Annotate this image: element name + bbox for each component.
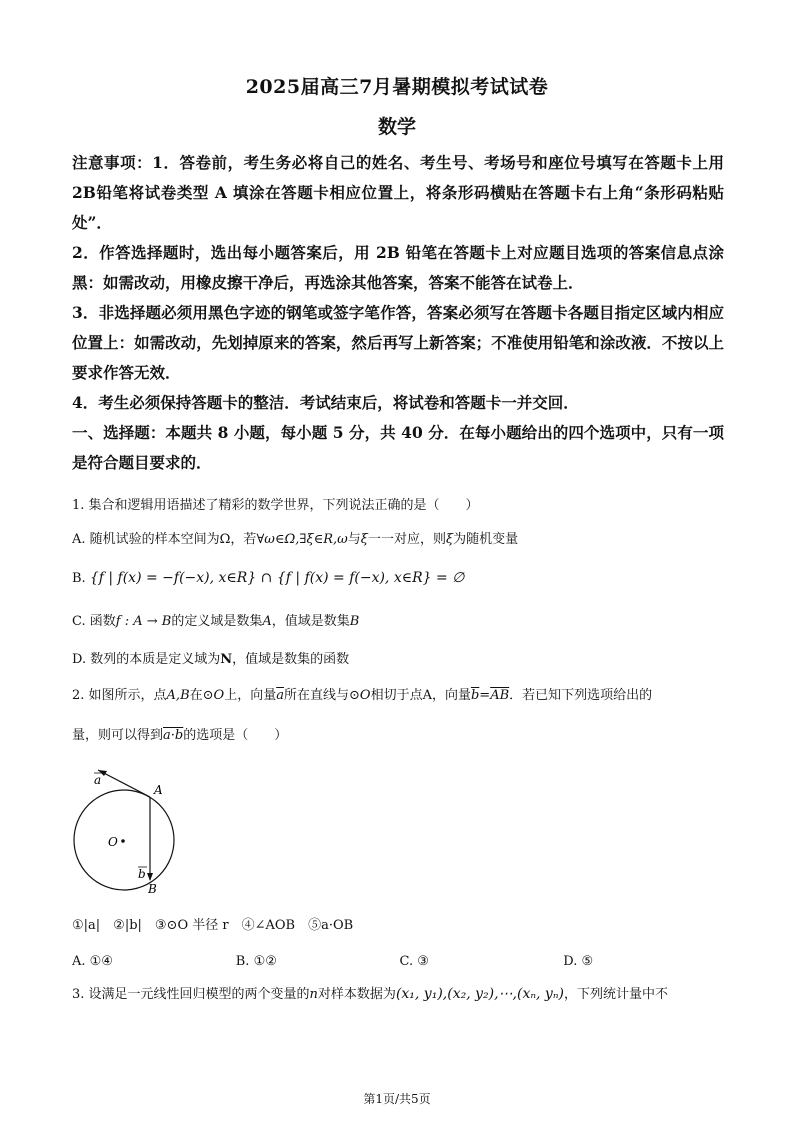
question-2-option-d: D. ⑤ xyxy=(563,954,594,969)
vector-b-arrowhead xyxy=(147,873,153,881)
question-1-stem: 1. 集合和逻辑用语描述了精彩的数学世界，下列说法正确的是（ ） xyxy=(72,498,479,513)
question-2-stem: 2. 如图所示，点A,B在⊙O上，向量$\overline{a}$所在直线与⊙O相切于点A，向量$\overline{b}=\overline{AB}$．若已知下列选项给出的 xyxy=(72,688,653,703)
center-point xyxy=(121,839,125,843)
section-heading: 一、选择题：本题共 8 小题，每小题 5 分，共 40 分．在每小题给出的四个选项中，只有一项是符合题目要求的． xyxy=(72,423,724,472)
notice-item-2: 2．作答选择题时，选出每小题答案后，用 2B 铅笔在答题卡上对应题目选项的答案信息点涂黑：如需改动，用橡皮擦干净后，再选涂其他答案，答案不能答在试卷上． xyxy=(72,243,724,292)
question-1-option-b: B. {f | f(x) = −f(−x), x∈R} ∩ {f | f(x) = f(−x), x∈R} = ∅ xyxy=(72,570,465,586)
question-1-option-d: D. 数列的本质是定义域为N，值域是数集的函数 xyxy=(72,652,350,667)
question-2-options xyxy=(72,954,727,969)
question-2-items: ①|a| ②|b| ③⊙O 半径 r ④∠AOB ⑤a·OB xyxy=(72,918,354,933)
page-footer: 第1页/共5页 xyxy=(363,1092,431,1106)
question-2-option-c: C. ③ xyxy=(399,954,429,969)
notice-section xyxy=(72,148,724,478)
question-2-option-a: A. ①④ xyxy=(72,954,113,969)
question-1-option-a: A. 随机试验的样本空间为Ω，若∀ω∈Ω,∃ξ∈R,ω与ξ一一对应，则ξ为随机变量 xyxy=(72,532,519,547)
notice-item-4: 4．考生必须保持答题卡的整洁．考试结束后，将试卷和答题卡一并交回． xyxy=(72,393,579,412)
label-point-a: A xyxy=(154,783,163,797)
label-vector-b: b xyxy=(138,867,146,881)
question-2-stem-line2: 量，则可以得到a·b的选项是（ ） xyxy=(72,728,288,743)
exam-subject: 数学 xyxy=(377,116,416,138)
question-3-stem: 3. 设满足一元线性回归模型的两个变量的n对样本数据为(x₁, y₁),(x₂, y₂),⋯,(xₙ, yₙ)，下列统计量中不 xyxy=(72,986,668,1002)
label-vector-a: a xyxy=(94,773,102,787)
notice-item-1: 注意事项：1．答卷前，考生务必将自己的姓名、考生号、考场号和座位号填写在答题卡上用2B铅笔将试卷类型 A 填涂在答题卡相应位置上，将条形码横贴在答题卡右上角“条形码粘贴处”． xyxy=(72,153,724,232)
notice-item-3: 3．非选择题必须用黑色字迹的钢笔或签字笔作答，答案必须写在答题卡各题目指定区域内相应位置上：如需改动，先划掉原来的答案，然后再写上新答案；不准使用铅笔和涂改液．不按以上要求作答无效． xyxy=(72,303,724,382)
label-point-b: B xyxy=(148,882,157,896)
question-2-option-b: B. ①② xyxy=(235,954,277,969)
question-1-option-c: C. 函数f : A → B的定义域是数集A，值域是数集B xyxy=(72,614,360,629)
exam-title: 2025届高三7月暑期模拟考试试卷 xyxy=(245,76,549,98)
label-point-o: O xyxy=(108,835,118,849)
circle-tangent-figure xyxy=(60,760,200,900)
